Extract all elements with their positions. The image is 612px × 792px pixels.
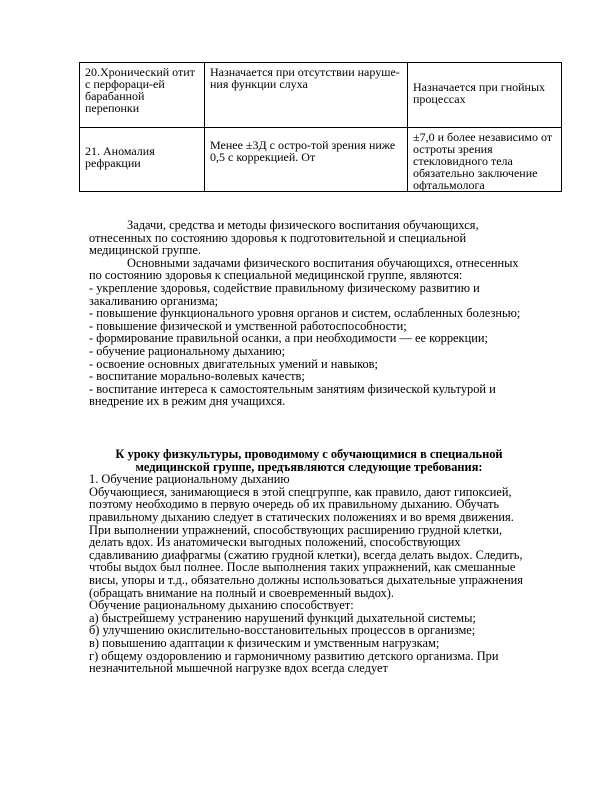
table-row [80, 128, 562, 192]
section-intro: Задачи, средства и методы физического воспитания обучающихся, отнесенных по состоянию здоровья к подготовительной и специальной медицинской группе. [89, 218, 479, 258]
section-heading: К уроку физкультуры, проводимому с обучающимися в специальной медицинской группе, предъявляются следующие требования: [115, 447, 503, 474]
list-item: б) улучшению окислительно-восстановительных процессов в организме; [89, 623, 476, 638]
list-item: - укрепление здоровья, содействие правильному физическому развитию и закаливанию организма; [89, 280, 480, 308]
table-cell: 20.Хронический отит с перфораци-ей барабанной перепонки [85, 65, 195, 115]
list-item: - повышение функционального уровня органов и систем, ослабленных болезнью; [89, 306, 521, 321]
paragraph: Обучение рациональному дыханию способствует: [89, 598, 354, 613]
table-row [80, 63, 562, 128]
section-tasks [89, 219, 529, 408]
list-item: - освоение основных двигательных умений и навыков; [89, 356, 378, 371]
list-item: - формирование правильной осанки, а при необходимости — ее коррекции; [89, 331, 488, 346]
section-requirements [89, 448, 529, 675]
table-cell: Назначается при гнойных процессах [413, 80, 546, 106]
list-item: в) повышению адаптации к физическим и умственным нагрузкам; [89, 635, 440, 650]
paragraph: Обучающиеся, занимающиеся в этой спецгруппе, как правило, дают гипоксией, поэтому необходимо в первую очередь об их правильному дыханию. Обучать правильному дыханию следует в статических положениях и во время движения. [89, 484, 514, 524]
list-item: - воспитание морально-волевых качеств; [89, 369, 305, 384]
item-title: 1. Обучение рациональному дыханию [89, 472, 290, 487]
tasks-intro: Основными задачами физического воспитания обучающихся, отнесенных по состоянию здоровья к специальной медицинской группе, являются: [89, 255, 519, 283]
list-item: - обучение рациональному дыханию; [89, 343, 286, 358]
table-cell: Менее ±3Д с остро-той зрения ниже 0,5 с коррекцией. От [210, 138, 396, 164]
list-item: а) быстрейшему устранению нарушений функций дыхательной системы; [89, 610, 476, 625]
table-cell: ±7,0 и более независимо от остроты зрения стекловидного тела обязательно заключение офтальмолога [413, 130, 553, 192]
paragraph: При выполнении упражнений, способствующих расширению грудной клетки, делать вдох. Из анатомически выгодных положений, способствующих сдавливанию диафрагмы (сжатию грудной клетки), всегда делать выдох. Следить, чтобы выдох был полнее. После выполнения таких упражнений, как смешанные висы, упоры и т.д., обязательно должны использоваться дыхательные упражнения (обращать внимание на полный и своевременный выдох). [89, 522, 524, 600]
list-item: г) общему оздоровлению и гармоничному развитию детского организма. При незначительной мышечной нагрузке вдох всегда следует [89, 648, 499, 676]
medical-table [79, 62, 562, 192]
table-cell: Назначается при отсутствии наруше-ния функции слуха [210, 65, 400, 91]
table-cell: 21. Аномалия рефракции [85, 144, 155, 170]
list-item: - повышение физической и умственной работоспособности; [89, 318, 407, 333]
list-item: - воспитание интереса к самостоятельным занятиям физической культурой и внедрение их в режим дня учащихся. [89, 381, 496, 409]
